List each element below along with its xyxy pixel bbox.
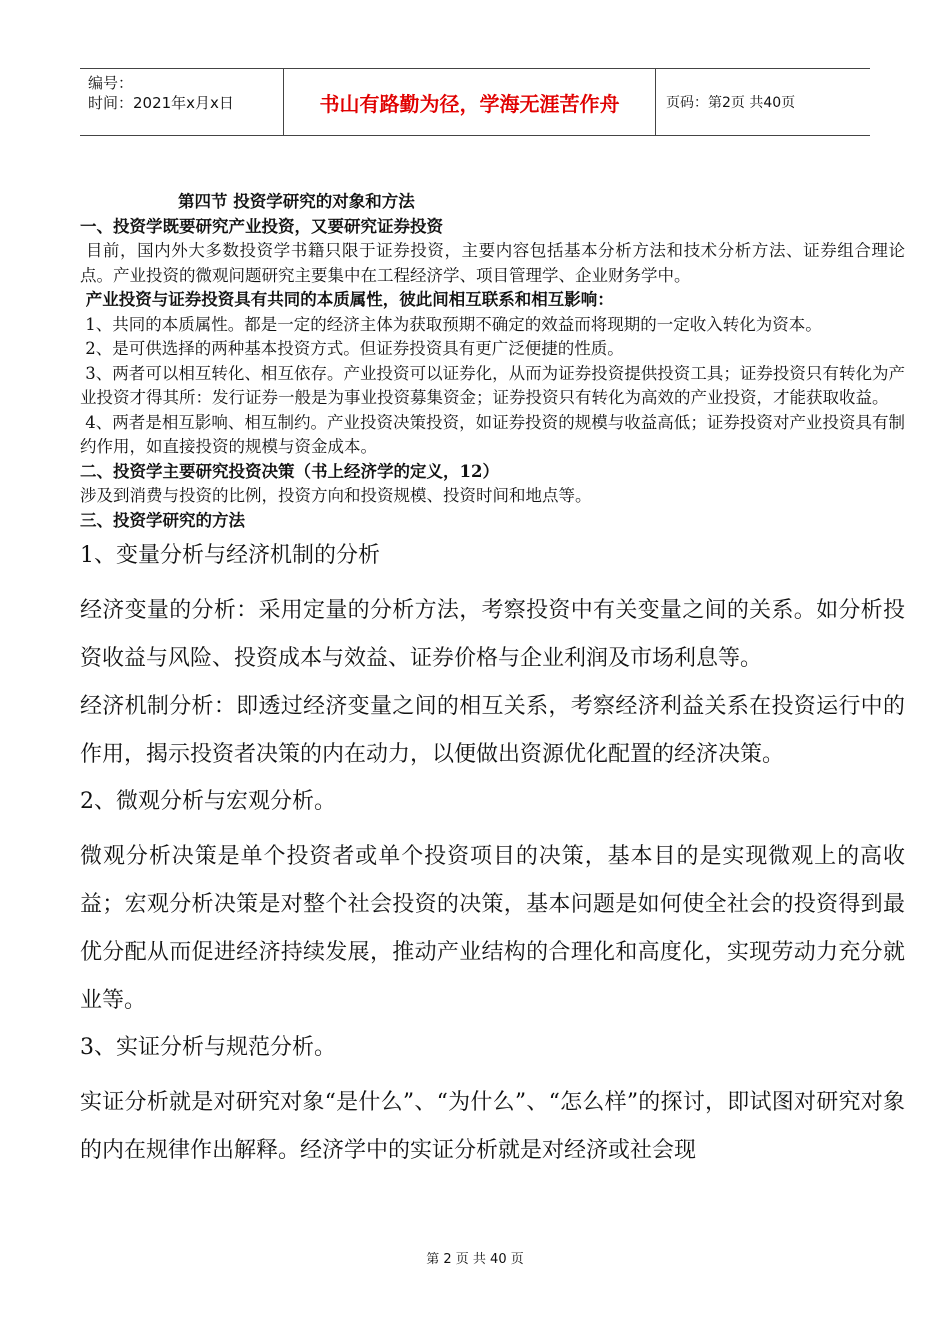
header-table [80, 68, 870, 136]
paragraph-4: 3、两者可以相互转化、相互依存。产业投资可以证券化，从而为证券投资提供投资工具；证券投资只有转化为产业投资才得其所：发行证券一般是为事业投资募集资金；证券投资只有转化为高效的产业投资，才能获取收益。 [80, 363, 905, 407]
paragraph-1: 目前，国内外大多数投资学书籍只限于证券投资，主要内容包括基本分析方法和技术分析方法、证券组合理论点。产业投资的微观问题研究主要集中在工程经济学、项目管理学、企业财务学中。 [80, 241, 905, 285]
heading-3: 二、投资学主要研究投资决策（书上经济学的定义，12） [80, 461, 499, 481]
heading-2: 产业投资与证券投资具有共同的本质属性，彼此间相互联系和相互影响： [85, 290, 614, 309]
paragraph-7: 经济变量的分析：采用定量的分析方法，考察投资中有关变量之间的关系。如分析投资收益与风险、投资成本与效益、证券价格与企业利润及市场利息等。 [80, 598, 905, 671]
method-heading-1: 1、变量分析与经济机制的分析 [80, 543, 380, 568]
method-heading-3: 3、实证分析与规范分析。 [80, 1035, 336, 1060]
code-label: 编号： [88, 74, 134, 92]
method-heading-2: 2、微观分析与宏观分析。 [80, 789, 336, 814]
paragraph-2: 1、共同的本质属性。都是一定的经济主体为获取预期不确定的效益而将现期的一定收入转化为资本。 [85, 314, 822, 334]
section-title: 第四节 投资学研究的对象和方法 [178, 192, 415, 211]
motto: 书山有路勤为径，学海无涯苦作舟 [283, 69, 656, 135]
paragraph-8: 经济机制分析：即透过经济变量之间的相互关系，考察经济利益关系在投资运行中的作用，揭示投资者决策的内在动力，以便做出资源优化配置的经济决策。 [80, 694, 905, 767]
paragraph-5: 4、两者是相互影响、相互制约。产业投资决策投资，如证券投资的规模与收益高低；证券投资对产业投资具有制约作用，如直接投资的规模与资金成本。 [80, 412, 905, 456]
heading-4: 三、投资学研究的方法 [80, 510, 245, 530]
page-footer: 第 2 页 共 40 页 [426, 1252, 524, 1267]
document-body [80, 190, 905, 1175]
paragraph-3: 2、是可供选择的两种基本投资方式。但证券投资具有更广泛便捷的性质。 [85, 339, 624, 358]
paragraph-10: 实证分析就是对研究对象“是什么”、“为什么”、“怎么样”的探讨，即试图对研究对象的内在规律作出解释。经济学中的实证分析就是对经济或社会现 [80, 1090, 905, 1163]
time-label: 时间：2021年x月x日 [88, 94, 234, 112]
paragraph-6: 涉及到消费与投资的比例，投资方向和投资规模、投资时间和地点等。 [80, 486, 592, 505]
page-info: 页码：第2页 共40页 [666, 95, 796, 111]
paragraph-9: 微观分析决策是单个投资者或单个投资项目的决策，基本目的是实现微观上的高收益；宏观分析决策是对整个社会投资的决策，基本问题是如何使全社会的投资得到最优分配从而促进经济持续发展，推动产业结构的合理化和高度化，实现劳动力充分就业等。 [80, 844, 905, 1013]
header-left-cell [80, 69, 283, 135]
heading-1: 一、投资学既要研究产业投资，又要研究证券投资 [80, 216, 443, 236]
